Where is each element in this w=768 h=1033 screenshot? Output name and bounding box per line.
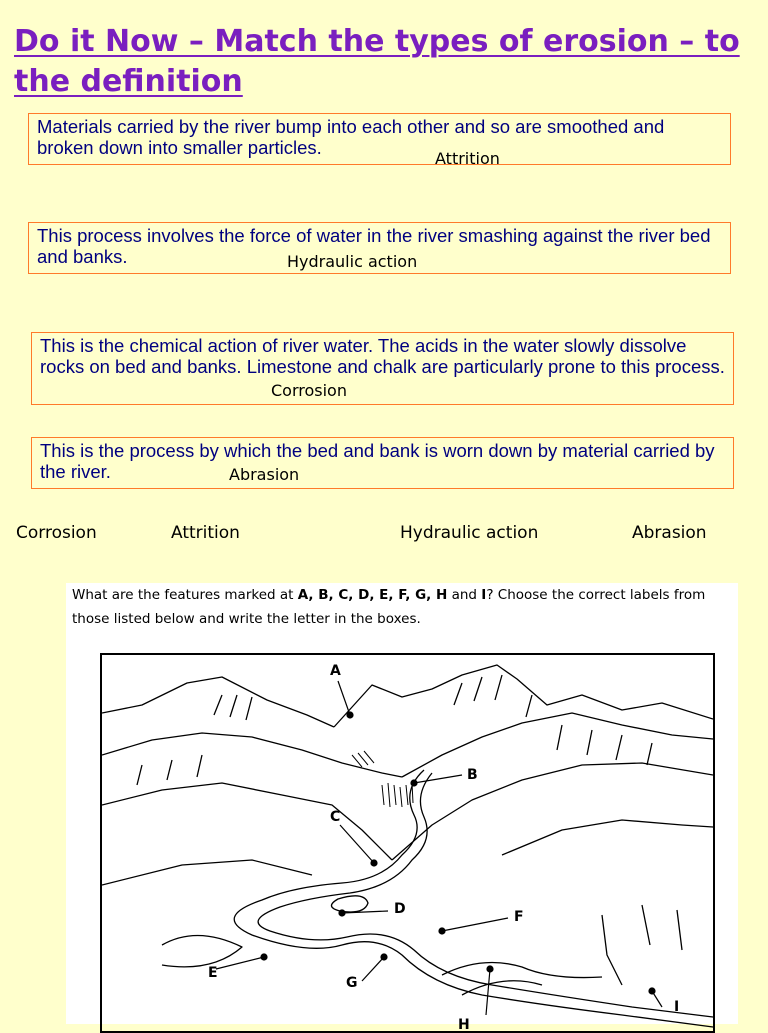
label-A: A <box>330 663 341 679</box>
label-G: G <box>346 975 358 991</box>
landscape-drawing <box>102 655 713 1031</box>
definition-text-3: This is the chemical action of river water. The acids in the water slowly dissolve rocks on bed and banks. Limestone and chalk are particularly prone to this process. <box>40 335 725 377</box>
definition-box-4 <box>31 437 734 489</box>
label-B: B <box>467 767 478 783</box>
definition-box-1 <box>28 113 731 165</box>
option-abrasion: Abrasion <box>632 523 707 543</box>
answer-3: Corrosion <box>271 381 347 400</box>
option-corrosion: Corrosion <box>16 523 97 543</box>
definition-text-2: This process involves the force of water in the river smashing against the river bed and banks. <box>37 225 711 267</box>
worksheet-panel <box>66 583 738 1033</box>
answer-2: Hydraulic action <box>287 252 418 271</box>
river-landscape-illustration <box>100 653 715 1033</box>
definition-text-4: This is the process by which the bed and bank is worn down by material carried by the river. <box>40 440 715 482</box>
label-H: H <box>458 1017 470 1033</box>
label-D: D <box>394 901 406 917</box>
definition-box-3 <box>31 332 734 405</box>
question-text: What are the features marked at A, B, C, D, E, F, G, H and I? Choose the correct labels from those listed below and write the letter in the boxes. <box>72 587 706 627</box>
definition-text-1: Materials carried by the river bump into each other and so are smoothed and broken down into smaller particles. <box>37 116 665 158</box>
label-I: I <box>674 999 680 1015</box>
label-E: E <box>208 965 218 981</box>
option-attrition: Attrition <box>171 523 240 543</box>
label-F: F <box>514 909 524 925</box>
label-C: C <box>330 809 341 825</box>
answer-1: Attrition <box>435 149 500 168</box>
option-hydraulic-action: Hydraulic action <box>400 523 539 543</box>
answer-4: Abrasion <box>229 465 300 484</box>
page-title: Do it Now – Match the types of erosion – to the definition <box>14 24 740 99</box>
